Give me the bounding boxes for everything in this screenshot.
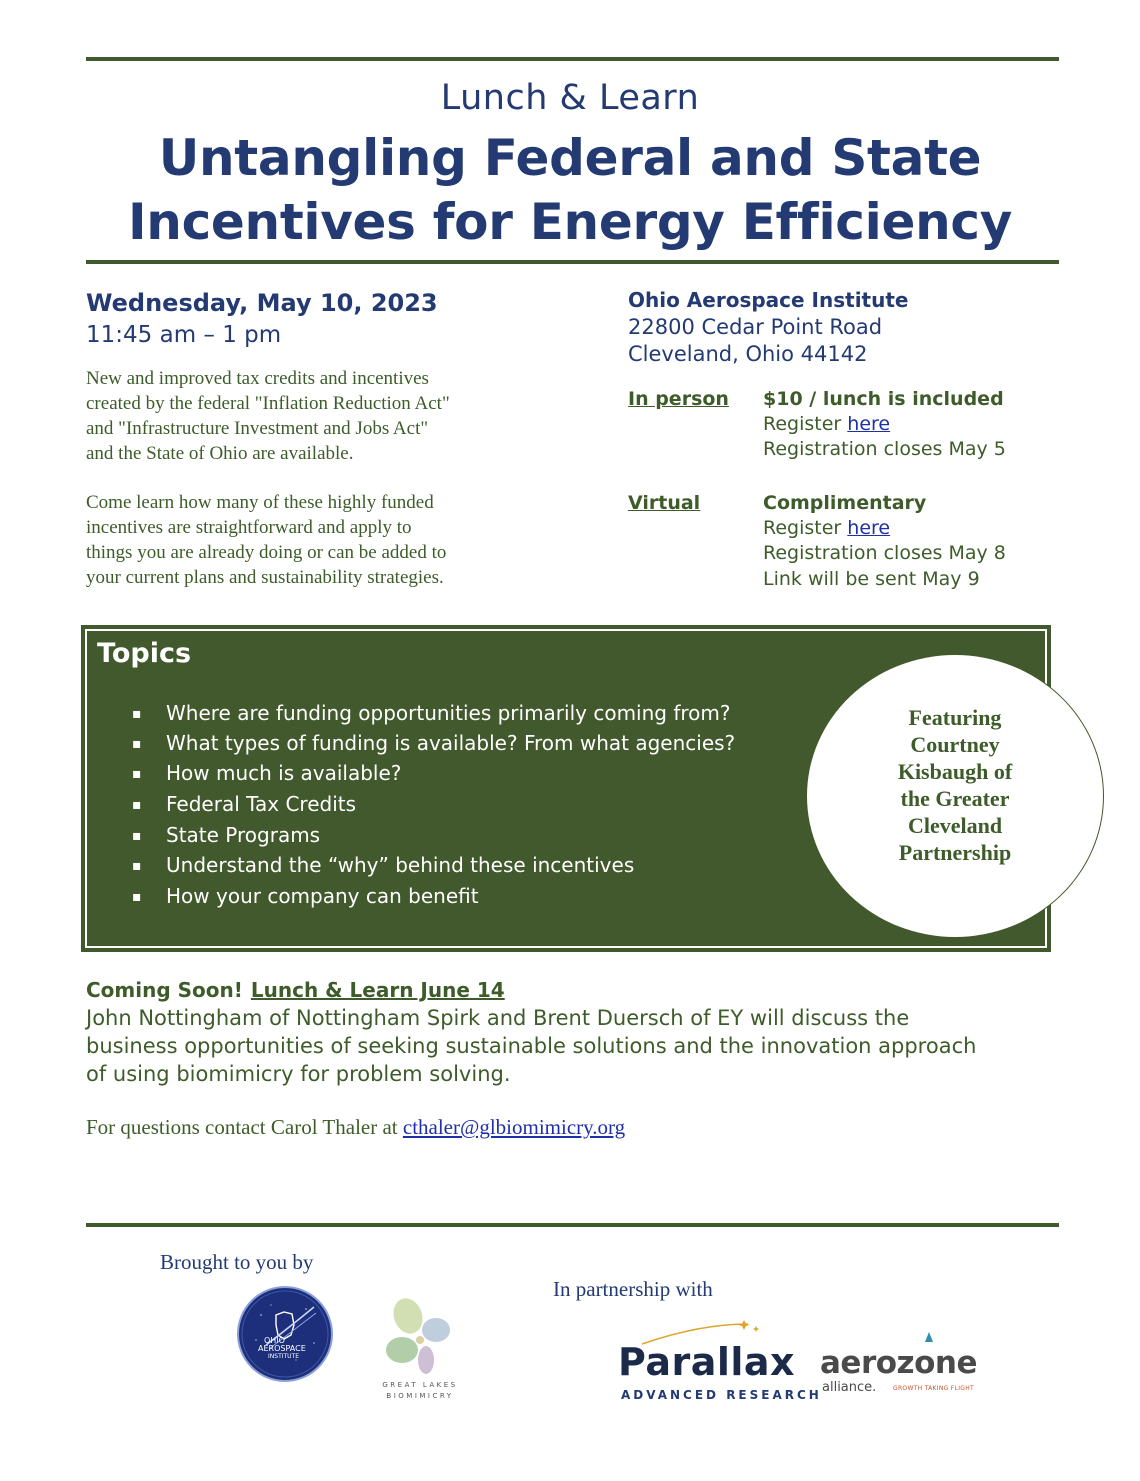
page-title xyxy=(0,126,1140,254)
in-person-register-link[interactable]: here xyxy=(847,413,891,435)
virtual-closes: Registration closes May 8 xyxy=(763,542,1006,564)
oai-text-1: OHIO xyxy=(264,1336,285,1345)
register-prefix: Register xyxy=(763,517,848,539)
glb-caption-line: GREAT LAKES xyxy=(382,1381,458,1389)
in-person-price: $10 / lunch is included xyxy=(763,388,1004,410)
featuring-text xyxy=(846,704,1064,866)
title-rule xyxy=(86,260,1059,264)
topic-item xyxy=(132,792,356,816)
bullet-icon: ▪ xyxy=(132,706,142,722)
oai-text-3: INSTITUTE xyxy=(268,1353,300,1360)
venue-street: 22800 Cedar Point Road xyxy=(628,315,883,339)
ohio-aerospace-logo xyxy=(236,1285,334,1383)
description-paragraph xyxy=(86,366,586,466)
description-line: created by the federal "Inflation Reduction Act" xyxy=(86,393,450,414)
coming-soon-link[interactable]: Lunch & Learn June 14 xyxy=(250,978,505,1002)
bullet-icon: ▪ xyxy=(132,736,142,752)
virtual-price: Complimentary xyxy=(763,492,927,514)
virtual-link-note: Link will be sent May 9 xyxy=(763,568,980,590)
register-prefix: Register xyxy=(763,413,848,435)
featuring-line: Courtney xyxy=(910,732,1000,757)
pitch-paragraph xyxy=(86,490,586,590)
coming-soon-line: of using biomimicry for problem solving. xyxy=(86,1062,511,1086)
topic-text: Federal Tax Credits xyxy=(166,792,357,816)
featuring-line: Cleveland xyxy=(907,813,1003,838)
coming-soon-body xyxy=(86,1004,1026,1088)
topic-text: What types of funding is available? From what agencies? xyxy=(166,731,736,755)
topics-title: Topics xyxy=(97,638,192,669)
in-person-label: In person xyxy=(628,388,729,410)
title-line-2: Incentives for Energy Efficiency xyxy=(127,193,1013,251)
featuring-line: the Greater xyxy=(900,786,1010,811)
topic-item xyxy=(132,884,479,908)
glb-caption-line: BIOMIMICRY xyxy=(386,1392,454,1400)
aerozone-subtitle: alliance. xyxy=(822,1380,877,1395)
topic-item xyxy=(132,701,731,725)
contact-email-link[interactable]: cthaler@glbiomimicry.org xyxy=(402,1115,626,1139)
topic-item xyxy=(132,731,735,755)
description-line: and the State of Ohio are available. xyxy=(86,443,354,464)
coming-soon-line: John Nottingham of Nottingham Spirk and Brent Duersch of EY will discuss the xyxy=(86,1006,910,1030)
topic-item xyxy=(132,823,320,847)
aerozone-wordmark: aerozone xyxy=(820,1345,977,1381)
description-line: and "Infrastructure Investment and Jobs Act" xyxy=(86,418,429,439)
topic-text: Where are funding opportunities primarily coming from? xyxy=(166,701,731,725)
event-date: Wednesday, May 10, 2023 xyxy=(86,289,438,317)
topic-item xyxy=(132,853,634,877)
aerozone-tagline: GROWTH TAKING FLIGHT xyxy=(893,1385,974,1392)
in-person-closes: Registration closes May 5 xyxy=(763,438,1006,460)
topic-item xyxy=(132,761,401,785)
featuring-line: Featuring xyxy=(908,705,1002,730)
top-rule xyxy=(86,57,1059,61)
oai-text-2: AEROSPACE xyxy=(258,1344,306,1353)
featuring-line: Kisbaugh of xyxy=(897,759,1013,784)
venue-city: Cleveland, Ohio 44142 xyxy=(628,342,868,366)
contact-prefix: For questions contact Carol Thaler at xyxy=(86,1115,403,1139)
topic-text: How your company can benefit xyxy=(166,884,479,908)
bullet-icon: ▪ xyxy=(132,828,142,844)
contact-line xyxy=(86,1115,625,1140)
brought-to-you-label: Brought to you by xyxy=(160,1250,314,1274)
topic-text: How much is available? xyxy=(166,761,402,785)
pitch-line: things you are already doing or can be added to xyxy=(86,542,447,563)
event-time: 11:45 am – 1 pm xyxy=(86,322,282,348)
bullet-icon: ▪ xyxy=(132,797,142,813)
featuring-line: Partnership xyxy=(898,840,1012,865)
pitch-line: your current plans and sustainability strategies. xyxy=(86,567,444,588)
in-person-register xyxy=(763,413,890,435)
description-line: New and improved tax credits and incentives xyxy=(86,368,429,389)
venue-name: Ohio Aerospace Institute xyxy=(628,288,909,312)
parallax-subtitle: ADVANCED RESEARCH xyxy=(621,1388,822,1402)
topic-text: Understand the “why” behind these incentives xyxy=(166,853,635,877)
virtual-label: Virtual xyxy=(628,492,701,514)
glb-caption xyxy=(372,1380,468,1402)
coming-soon-lead: Coming Soon! xyxy=(86,978,243,1002)
coming-soon-heading xyxy=(86,978,505,1002)
pitch-line: Come learn how many of these highly funded xyxy=(86,492,434,513)
bullet-icon: ▪ xyxy=(132,766,142,782)
coming-soon-line: business opportunities of seeking sustainable solutions and the innovation approach xyxy=(86,1034,977,1058)
pitch-line: incentives are straightforward and apply to xyxy=(86,517,412,538)
bullet-icon: ▪ xyxy=(132,858,142,874)
great-lakes-biomimicry-logo xyxy=(382,1296,462,1378)
virtual-register xyxy=(763,517,890,539)
partnership-label: In partnership with xyxy=(553,1277,713,1301)
bullet-icon: ▪ xyxy=(132,889,142,905)
topic-text: State Programs xyxy=(166,823,321,847)
virtual-register-link[interactable]: here xyxy=(847,517,891,539)
footer-rule xyxy=(86,1223,1059,1227)
event-kicker: Lunch & Learn xyxy=(440,78,700,118)
title-line-1: Untangling Federal and State xyxy=(158,129,982,187)
parallax-wordmark: Parallax xyxy=(618,1340,796,1384)
